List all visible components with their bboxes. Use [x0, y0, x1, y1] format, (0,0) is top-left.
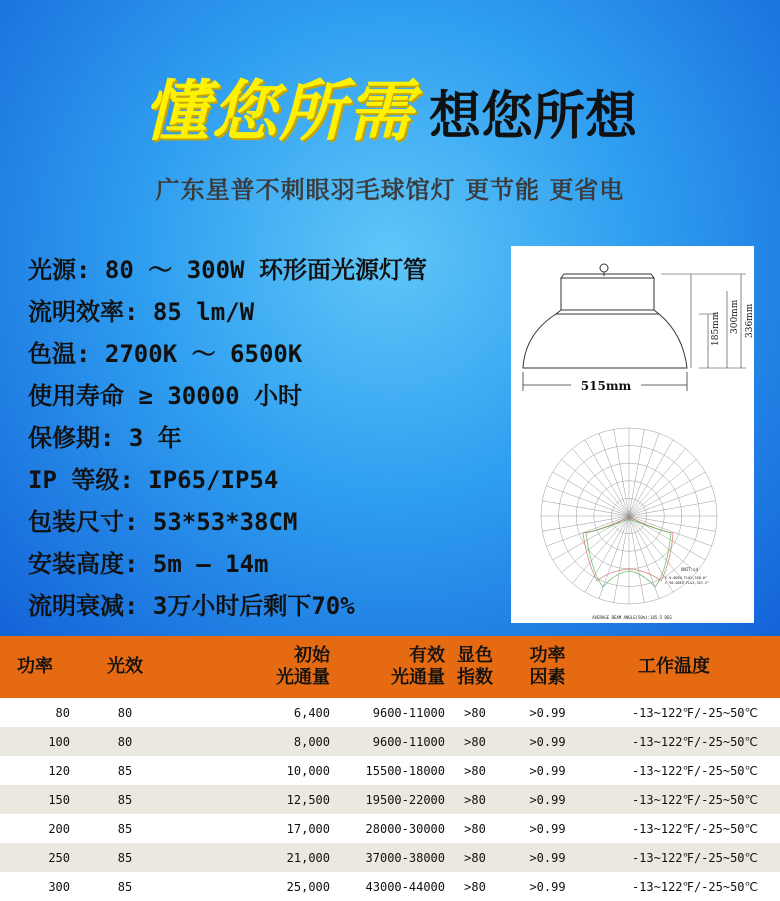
spec-item: 流明效率: 85 lm/W: [28, 298, 255, 326]
table-row: [0, 843, 780, 872]
table-header-row: [0, 636, 780, 698]
headline: [0, 58, 780, 153]
cell-effective-flux: 19500-22000: [365, 792, 445, 807]
cell-temperature: -13~122℉/-25~50℃: [631, 763, 758, 778]
cell-temperature: -13~122℉/-25~50℃: [631, 705, 758, 720]
cell-effective-flux: 28000-30000: [365, 821, 445, 836]
cell-power: 80: [55, 705, 70, 720]
polar-light-distribution-chart: [511, 421, 754, 623]
header-efficacy: 光效: [107, 656, 143, 677]
cell-efficacy: 85: [117, 850, 133, 865]
subheadline: 广东星普不刺眼羽毛球馆灯 更节能 更省电: [155, 176, 625, 204]
polar-legend-2: C 90.0DEG FLUX,357.2°: [665, 581, 710, 585]
cell-cri: >80: [464, 879, 486, 894]
cell-temperature: -13~122℉/-25~50℃: [631, 734, 758, 749]
table-row: [0, 698, 780, 727]
cell-temperature: -13~122℉/-25~50℃: [631, 850, 758, 865]
spec-list: [28, 250, 427, 628]
cell-temperature: -13~122℉/-25~50℃: [631, 879, 758, 894]
cell-effective-flux: 43000-44000: [365, 879, 445, 894]
cell-effective-flux: 37000-38000: [365, 850, 445, 865]
spec-item: 安装高度: 5m – 14m: [28, 550, 269, 578]
cell-cri: >80: [464, 850, 486, 865]
header-cri: 显色 指数: [457, 645, 493, 688]
cell-effective-flux: 9600-11000: [372, 734, 445, 749]
cell-power: 100: [48, 734, 70, 749]
cell-effective-flux: 9600-11000: [372, 705, 445, 720]
cell-efficacy: 80: [117, 734, 133, 749]
table-row: [0, 756, 780, 785]
dim-185-label: 185mm: [711, 311, 721, 346]
table-row: [0, 872, 780, 901]
cell-power: 250: [48, 850, 70, 865]
spec-item: 保修期: 3 年: [28, 424, 182, 452]
header-power: 功率: [17, 656, 53, 677]
cell-efficacy: 85: [117, 879, 133, 894]
cell-efficacy: 85: [117, 792, 133, 807]
cell-power: 120: [48, 763, 70, 778]
cell-cri: >80: [464, 763, 486, 778]
polar-caption: AVERAGE BEAM ANGLE(50%):105.5 DEG: [592, 615, 672, 620]
dim-336-label: 336mm: [745, 303, 754, 338]
cell-initial-flux: 10,000: [286, 763, 330, 778]
dim-300-label: 300mm: [730, 299, 740, 334]
cell-cri: >80: [464, 821, 486, 836]
cell-initial-flux: 21,000: [286, 850, 330, 865]
cell-initial-flux: 12,500: [286, 792, 330, 807]
header-temperature: 工作温度: [638, 656, 710, 677]
cell-initial-flux: 8,000: [293, 734, 330, 749]
cell-effective-flux: 15500-18000: [365, 763, 445, 778]
cell-power-factor: >0.99: [529, 705, 566, 720]
cell-power-factor: >0.99: [529, 879, 566, 894]
cell-power: 300: [48, 879, 70, 894]
cell-power: 200: [48, 821, 70, 836]
polar-legend-1: C 0.0DEG FLUX,358.0°: [665, 576, 708, 580]
cell-cri: >80: [464, 734, 486, 749]
cell-power: 150: [48, 792, 70, 807]
dim-width-label: 515mm: [580, 379, 632, 393]
header-initial-flux: 初始 光通量: [276, 645, 330, 688]
header-effective-flux: 有效 光通量: [391, 645, 445, 688]
cell-initial-flux: 17,000: [286, 821, 330, 836]
cell-temperature: -13~122℉/-25~50℃: [631, 821, 758, 836]
cell-efficacy: 85: [117, 763, 133, 778]
spec-item: 光源: 80 ～ 300W 环形面光源灯管: [28, 256, 427, 284]
table-row: [0, 727, 780, 756]
spec-item: 流明衰减: 3万小时后剩下70%: [28, 592, 355, 620]
cell-power-factor: >0.99: [529, 763, 566, 778]
cell-power-factor: >0.99: [529, 850, 566, 865]
cell-efficacy: 80: [117, 705, 133, 720]
cell-power-factor: >0.99: [529, 734, 566, 749]
cell-cri: >80: [464, 792, 486, 807]
cell-power-factor: >0.99: [529, 821, 566, 836]
spec-table: [0, 636, 780, 901]
product-diagram-panel: [511, 246, 754, 623]
cell-initial-flux: 6,400: [293, 705, 330, 720]
cell-temperature: -13~122℉/-25~50℃: [631, 792, 758, 807]
cell-initial-flux: 25,000: [286, 879, 330, 894]
headline-highlight: 懂您所需: [142, 72, 415, 150]
spec-item: 使用寿命 ≥ 30000 小时: [28, 382, 303, 410]
spec-item: 色温: 2700K ～ 6500K: [28, 340, 303, 368]
table-row: [0, 814, 780, 843]
cell-power-factor: >0.99: [529, 792, 566, 807]
polar-unit: UNIT:cd: [681, 567, 698, 572]
header-power-factor: 功率 因素: [529, 645, 566, 688]
cell-cri: >80: [464, 705, 486, 720]
cell-efficacy: 85: [117, 821, 133, 836]
headline-rest: 想您所想: [428, 87, 637, 147]
table-row: [0, 785, 780, 814]
spec-item: IP 等级: IP65/IP54: [28, 466, 279, 494]
spec-item: 包装尺寸: 53*53*38CM: [28, 508, 298, 536]
